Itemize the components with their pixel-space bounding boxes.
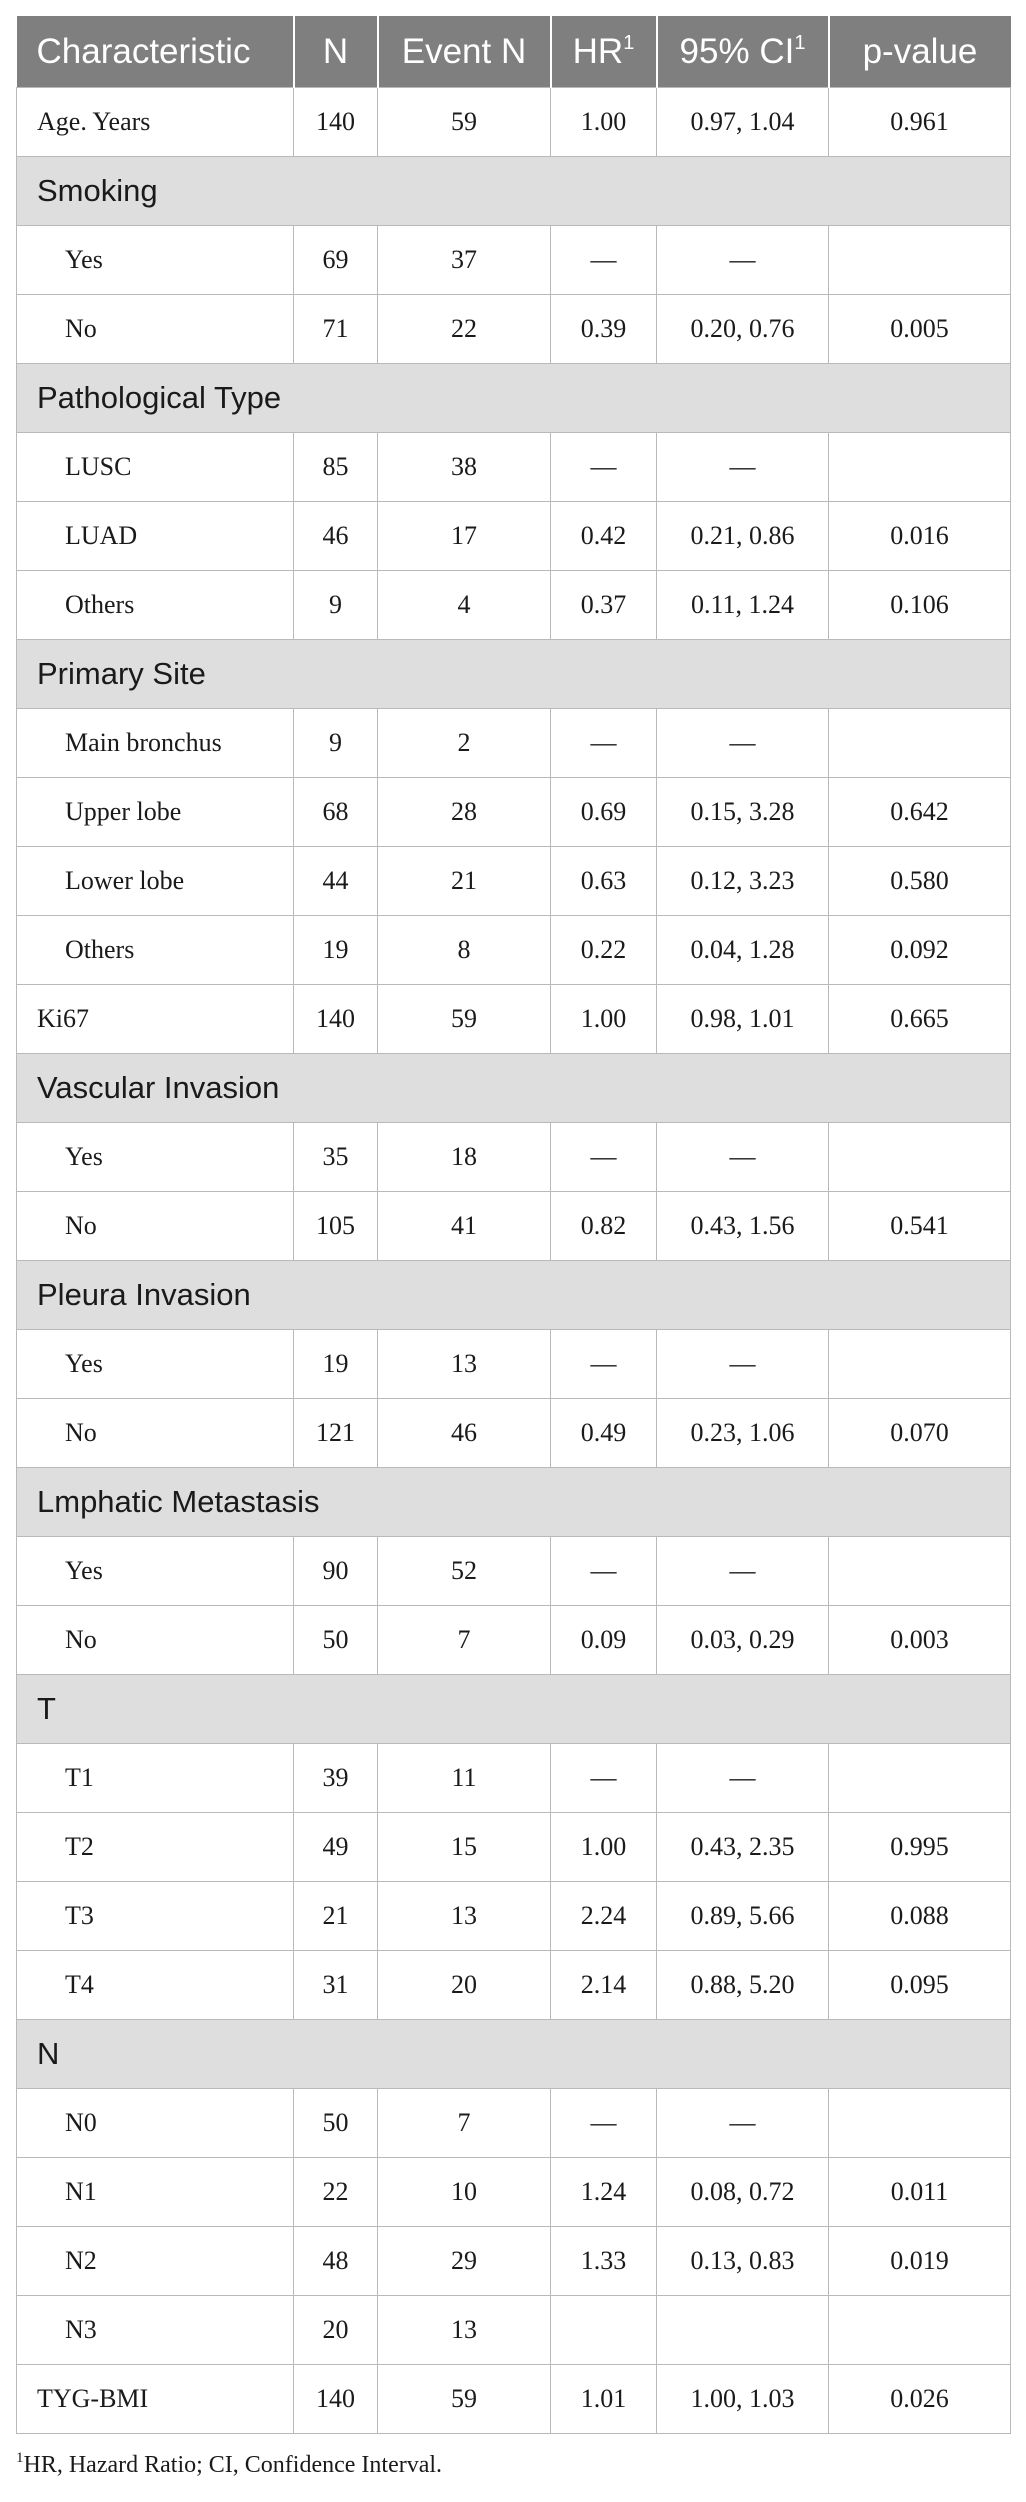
table-row — [17, 1123, 1011, 1192]
cell-n: 50 — [294, 1606, 378, 1675]
cell-characteristic: No — [17, 1192, 294, 1261]
cell-event-n: 59 — [378, 2365, 551, 2434]
cell-p-value: 0.961 — [829, 88, 1011, 157]
cell-hr: 0.09 — [551, 1606, 657, 1675]
cell-p-value: 0.070 — [829, 1399, 1011, 1468]
cell-p-value: 0.019 — [829, 2227, 1011, 2296]
cell-p-value — [829, 2296, 1011, 2365]
cell-event-n: 18 — [378, 1123, 551, 1192]
table-row — [17, 709, 1011, 778]
cell-characteristic: N2 — [17, 2227, 294, 2296]
cell-p-value: 0.026 — [829, 2365, 1011, 2434]
table-row — [17, 226, 1011, 295]
cell-event-n: 13 — [378, 1330, 551, 1399]
cell-event-n: 11 — [378, 1744, 551, 1813]
cell-hr: 1.00 — [551, 985, 657, 1054]
cell-event-n: 15 — [378, 1813, 551, 1882]
cell-n: 21 — [294, 1882, 378, 1951]
table-row — [17, 1606, 1011, 1675]
table-header — [17, 16, 1011, 88]
header-row — [17, 16, 1011, 88]
cell-ci: 0.98, 1.01 — [657, 985, 829, 1054]
cell-event-n: 10 — [378, 2158, 551, 2227]
cell-ci: 0.15, 3.28 — [657, 778, 829, 847]
cell-hr: — — [551, 1123, 657, 1192]
cell-characteristic: Others — [17, 916, 294, 985]
cell-ci: 0.03, 0.29 — [657, 1606, 829, 1675]
cell-n: 22 — [294, 2158, 378, 2227]
cell-hr: — — [551, 226, 657, 295]
cell-hr: 1.24 — [551, 2158, 657, 2227]
cell-n: 121 — [294, 1399, 378, 1468]
cell-p-value — [829, 1744, 1011, 1813]
cell-characteristic: N1 — [17, 2158, 294, 2227]
cell-ci: — — [657, 709, 829, 778]
cell-n: 50 — [294, 2089, 378, 2158]
section-header-row — [17, 1054, 1011, 1123]
cell-ci — [657, 2296, 829, 2365]
footnote — [16, 2452, 442, 2479]
cell-event-n: 2 — [378, 709, 551, 778]
cell-ci: — — [657, 1537, 829, 1606]
header-characteristic: Characteristic — [17, 16, 294, 88]
cell-characteristic: TYG-BMI — [17, 2365, 294, 2434]
cell-p-value: 0.092 — [829, 916, 1011, 985]
header-p-value: p-value — [829, 16, 1011, 88]
header-ci-footnote-marker: 1 — [794, 31, 806, 54]
cell-characteristic: Upper lobe — [17, 778, 294, 847]
table-row — [17, 295, 1011, 364]
cell-ci: 1.00, 1.03 — [657, 2365, 829, 2434]
cell-n: 49 — [294, 1813, 378, 1882]
cox-regression-table — [16, 16, 1011, 2434]
cell-ci: 0.23, 1.06 — [657, 1399, 829, 1468]
table-body — [17, 88, 1011, 2434]
cell-n: 68 — [294, 778, 378, 847]
section-header-row — [17, 640, 1011, 709]
cell-n: 46 — [294, 502, 378, 571]
header-ci: 95% $CI^1$ — [657, 16, 829, 88]
table-row — [17, 502, 1011, 571]
section-header-row — [17, 1675, 1011, 1744]
cell-n: 140 — [294, 2365, 378, 2434]
table-row — [17, 2296, 1011, 2365]
table-row — [17, 2089, 1011, 2158]
cell-characteristic: T3 — [17, 1882, 294, 1951]
cell-characteristic: Ki67 — [17, 985, 294, 1054]
cell-hr: — — [551, 1330, 657, 1399]
cell-characteristic: N3 — [17, 2296, 294, 2365]
cell-event-n: 13 — [378, 1882, 551, 1951]
cell-event-n: 22 — [378, 295, 551, 364]
section-title: T — [17, 1675, 1011, 1744]
cell-characteristic: T1 — [17, 1744, 294, 1813]
cell-hr: — — [551, 2089, 657, 2158]
cell-p-value: 0.580 — [829, 847, 1011, 916]
cell-ci: — — [657, 226, 829, 295]
table-row — [17, 88, 1011, 157]
table-row — [17, 2365, 1011, 2434]
cell-characteristic: T2 — [17, 1813, 294, 1882]
table-row — [17, 2227, 1011, 2296]
cell-event-n: 59 — [378, 985, 551, 1054]
cell-hr: — — [551, 709, 657, 778]
cell-hr: 0.49 — [551, 1399, 657, 1468]
table-row — [17, 433, 1011, 502]
cell-event-n: 41 — [378, 1192, 551, 1261]
cell-ci: 0.12, 3.23 — [657, 847, 829, 916]
section-header-row — [17, 364, 1011, 433]
cell-hr: 0.42 — [551, 502, 657, 571]
cell-p-value: 0.541 — [829, 1192, 1011, 1261]
cell-p-value: 0.005 — [829, 295, 1011, 364]
cell-n: 140 — [294, 985, 378, 1054]
section-title: Primary Site — [17, 640, 1011, 709]
cell-ci: — — [657, 433, 829, 502]
cell-n: 90 — [294, 1537, 378, 1606]
results-table-container — [16, 16, 1010, 2434]
cell-event-n: 29 — [378, 2227, 551, 2296]
section-title: Pleura Invasion — [17, 1261, 1011, 1330]
cell-p-value: 0.011 — [829, 2158, 1011, 2227]
cell-n: 48 — [294, 2227, 378, 2296]
table-row — [17, 1537, 1011, 1606]
cell-n: 19 — [294, 1330, 378, 1399]
cell-ci: 0.43, 2.35 — [657, 1813, 829, 1882]
table-row — [17, 778, 1011, 847]
cell-n: 35 — [294, 1123, 378, 1192]
section-header-row — [17, 157, 1011, 226]
cell-p-value — [829, 2089, 1011, 2158]
cell-n: 39 — [294, 1744, 378, 1813]
table-row — [17, 1330, 1011, 1399]
section-title: Vascular Invasion — [17, 1054, 1011, 1123]
cell-hr: 0.37 — [551, 571, 657, 640]
section-title: Smoking — [17, 157, 1011, 226]
cell-hr: — — [551, 433, 657, 502]
cell-p-value: 0.665 — [829, 985, 1011, 1054]
cell-characteristic: Yes — [17, 226, 294, 295]
cell-characteristic: No — [17, 1399, 294, 1468]
cell-ci: 0.20, 0.76 — [657, 295, 829, 364]
cell-ci: 0.11, 1.24 — [657, 571, 829, 640]
table-row — [17, 1813, 1011, 1882]
cell-event-n: 46 — [378, 1399, 551, 1468]
section-title: Lmphatic Metastasis — [17, 1468, 1011, 1537]
cell-p-value — [829, 226, 1011, 295]
cell-n: 9 — [294, 571, 378, 640]
cell-n: 31 — [294, 1951, 378, 2020]
cell-hr: 2.24 — [551, 1882, 657, 1951]
cell-characteristic: Others — [17, 571, 294, 640]
cell-ci: — — [657, 1123, 829, 1192]
cell-event-n: 7 — [378, 1606, 551, 1675]
table-row — [17, 847, 1011, 916]
cell-p-value: 0.095 — [829, 1951, 1011, 2020]
header-n: N — [294, 16, 378, 88]
cell-characteristic: Lower lobe — [17, 847, 294, 916]
cell-ci: 0.43, 1.56 — [657, 1192, 829, 1261]
cell-ci: 0.08, 0.72 — [657, 2158, 829, 2227]
cell-hr: 0.22 — [551, 916, 657, 985]
header-hr: $HR^1$ — [551, 16, 657, 88]
cell-ci: 0.88, 5.20 — [657, 1951, 829, 2020]
footnote-marker: 1 — [16, 2450, 24, 2466]
cell-p-value — [829, 1123, 1011, 1192]
cell-characteristic: Main bronchus — [17, 709, 294, 778]
cell-hr: 0.63 — [551, 847, 657, 916]
cell-event-n: 20 — [378, 1951, 551, 2020]
table-row — [17, 2158, 1011, 2227]
table-row — [17, 985, 1011, 1054]
cell-event-n: 8 — [378, 916, 551, 985]
header-hr-footnote-marker: 1 — [623, 31, 635, 54]
table-row — [17, 916, 1011, 985]
footnote-text: HR, Hazard Ratio; CI, Confidence Interval. — [23, 2452, 443, 2478]
section-title: Pathological Type — [17, 364, 1011, 433]
cell-event-n: 59 — [378, 88, 551, 157]
cell-hr: 1.01 — [551, 2365, 657, 2434]
cell-hr: 1.00 — [551, 1813, 657, 1882]
section-header-row — [17, 1468, 1011, 1537]
cell-characteristic: No — [17, 295, 294, 364]
table-row — [17, 571, 1011, 640]
cell-n: 44 — [294, 847, 378, 916]
cell-ci: 0.21, 0.86 — [657, 502, 829, 571]
cell-ci: 0.97, 1.04 — [657, 88, 829, 157]
cell-n: 9 — [294, 709, 378, 778]
section-header-row — [17, 1261, 1011, 1330]
cell-ci: — — [657, 2089, 829, 2158]
cell-ci: 0.04, 1.28 — [657, 916, 829, 985]
cell-n: 85 — [294, 433, 378, 502]
cell-p-value — [829, 1330, 1011, 1399]
table-row — [17, 1192, 1011, 1261]
cell-n: 105 — [294, 1192, 378, 1261]
cell-p-value: 0.088 — [829, 1882, 1011, 1951]
cell-hr: 2.14 — [551, 1951, 657, 2020]
cell-hr: — — [551, 1744, 657, 1813]
cell-event-n: 21 — [378, 847, 551, 916]
cell-event-n: 38 — [378, 433, 551, 502]
cell-characteristic: T4 — [17, 1951, 294, 2020]
header-event-n: Event N — [378, 16, 551, 88]
cell-p-value: 0.106 — [829, 571, 1011, 640]
table-row — [17, 1951, 1011, 2020]
table-row — [17, 1399, 1011, 1468]
cell-p-value: 0.016 — [829, 502, 1011, 571]
cell-hr: 0.39 — [551, 295, 657, 364]
section-header-row — [17, 2020, 1011, 2089]
cell-event-n: 52 — [378, 1537, 551, 1606]
cell-p-value: 0.642 — [829, 778, 1011, 847]
cell-characteristic: Age. Years — [17, 88, 294, 157]
cell-ci: — — [657, 1330, 829, 1399]
cell-n: 140 — [294, 88, 378, 157]
cell-n: 71 — [294, 295, 378, 364]
cell-p-value — [829, 709, 1011, 778]
cell-characteristic: LUAD — [17, 502, 294, 571]
cell-ci: — — [657, 1744, 829, 1813]
cell-event-n: 7 — [378, 2089, 551, 2158]
cell-ci: 0.89, 5.66 — [657, 1882, 829, 1951]
table-row — [17, 1744, 1011, 1813]
section-title: N — [17, 2020, 1011, 2089]
cell-hr — [551, 2296, 657, 2365]
cell-n: 19 — [294, 916, 378, 985]
cell-hr: 1.33 — [551, 2227, 657, 2296]
cell-event-n: 37 — [378, 226, 551, 295]
cell-characteristic: Yes — [17, 1330, 294, 1399]
cell-n: 69 — [294, 226, 378, 295]
cell-hr: 1.00 — [551, 88, 657, 157]
cell-characteristic: N0 — [17, 2089, 294, 2158]
cell-hr: 0.69 — [551, 778, 657, 847]
cell-hr: — — [551, 1537, 657, 1606]
table-row — [17, 1882, 1011, 1951]
cell-characteristic: No — [17, 1606, 294, 1675]
cell-characteristic: Yes — [17, 1537, 294, 1606]
cell-event-n: 17 — [378, 502, 551, 571]
cell-event-n: 4 — [378, 571, 551, 640]
cell-p-value — [829, 433, 1011, 502]
cell-characteristic: Yes — [17, 1123, 294, 1192]
cell-event-n: 28 — [378, 778, 551, 847]
cell-p-value: 0.995 — [829, 1813, 1011, 1882]
cell-ci: 0.13, 0.83 — [657, 2227, 829, 2296]
cell-p-value: 0.003 — [829, 1606, 1011, 1675]
cell-characteristic: LUSC — [17, 433, 294, 502]
cell-hr: 0.82 — [551, 1192, 657, 1261]
cell-event-n: 13 — [378, 2296, 551, 2365]
cell-n: 20 — [294, 2296, 378, 2365]
cell-p-value — [829, 1537, 1011, 1606]
